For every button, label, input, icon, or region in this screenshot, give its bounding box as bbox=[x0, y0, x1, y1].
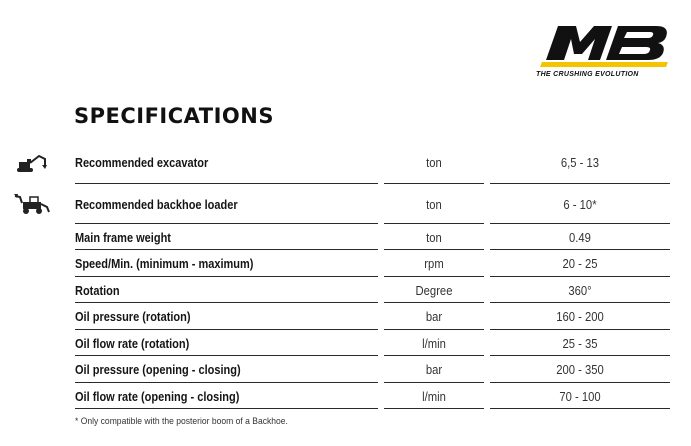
spec-row bbox=[0, 150, 691, 184]
spec-unit: l/min bbox=[422, 390, 446, 404]
spec-unit: Degree bbox=[415, 284, 453, 298]
excavator-icon bbox=[14, 154, 48, 179]
row-divider bbox=[384, 408, 484, 409]
brand-tagline: THE CRUSHING EVOLUTION bbox=[536, 71, 639, 78]
spec-unit: ton bbox=[426, 198, 442, 212]
spec-value: 360° bbox=[568, 284, 592, 298]
spec-unit: ton bbox=[426, 231, 442, 245]
spec-label: Oil flow rate (opening - closing) bbox=[75, 390, 240, 404]
spec-label: Oil pressure (opening - closing) bbox=[75, 363, 241, 377]
spec-unit: bar bbox=[425, 310, 443, 324]
spec-row bbox=[0, 383, 691, 409]
spec-unit: rpm bbox=[424, 257, 444, 271]
logo-letter-b bbox=[606, 26, 667, 60]
spec-row bbox=[0, 224, 691, 250]
spec-label: Recommended backhoe loader bbox=[75, 198, 238, 212]
spec-unit: l/min bbox=[422, 337, 446, 351]
row-divider bbox=[490, 408, 670, 409]
row-divider bbox=[75, 408, 378, 409]
spec-label: Main frame weight bbox=[75, 231, 171, 245]
logo-swoosh bbox=[540, 62, 668, 67]
backhoe-loader-icon bbox=[14, 194, 50, 221]
footnote: * Only compatible with the posterior boom of a Backhoe. bbox=[75, 416, 288, 427]
spec-value: 25 - 35 bbox=[562, 337, 598, 351]
spec-label: Speed/Min. (minimum - maximum) bbox=[75, 257, 254, 271]
spec-row bbox=[0, 330, 691, 356]
spec-row bbox=[0, 250, 691, 277]
spec-label: Recommended excavator bbox=[75, 156, 209, 170]
spec-value: 70 - 100 bbox=[559, 390, 601, 404]
spec-label: Oil flow rate (rotation) bbox=[75, 337, 190, 351]
spec-row bbox=[0, 356, 691, 383]
spec-row bbox=[0, 303, 691, 330]
spec-unit: bar bbox=[425, 363, 443, 377]
spec-value: 160 - 200 bbox=[556, 310, 604, 324]
spec-row bbox=[0, 277, 691, 303]
spec-value: 0.49 bbox=[569, 231, 591, 245]
spec-label: Rotation bbox=[75, 284, 120, 298]
spec-unit: ton bbox=[426, 156, 442, 170]
logo-letter-m bbox=[546, 26, 612, 60]
spec-value: 6,5 - 13 bbox=[560, 156, 600, 170]
spec-value: 6 - 10* bbox=[563, 198, 597, 212]
spec-label: Oil pressure (rotation) bbox=[75, 310, 191, 324]
page-title: SPECIFICATIONS bbox=[74, 104, 274, 128]
spec-value: 20 - 25 bbox=[562, 257, 598, 271]
spec-value: 200 - 350 bbox=[556, 363, 604, 377]
spec-row bbox=[0, 184, 691, 224]
